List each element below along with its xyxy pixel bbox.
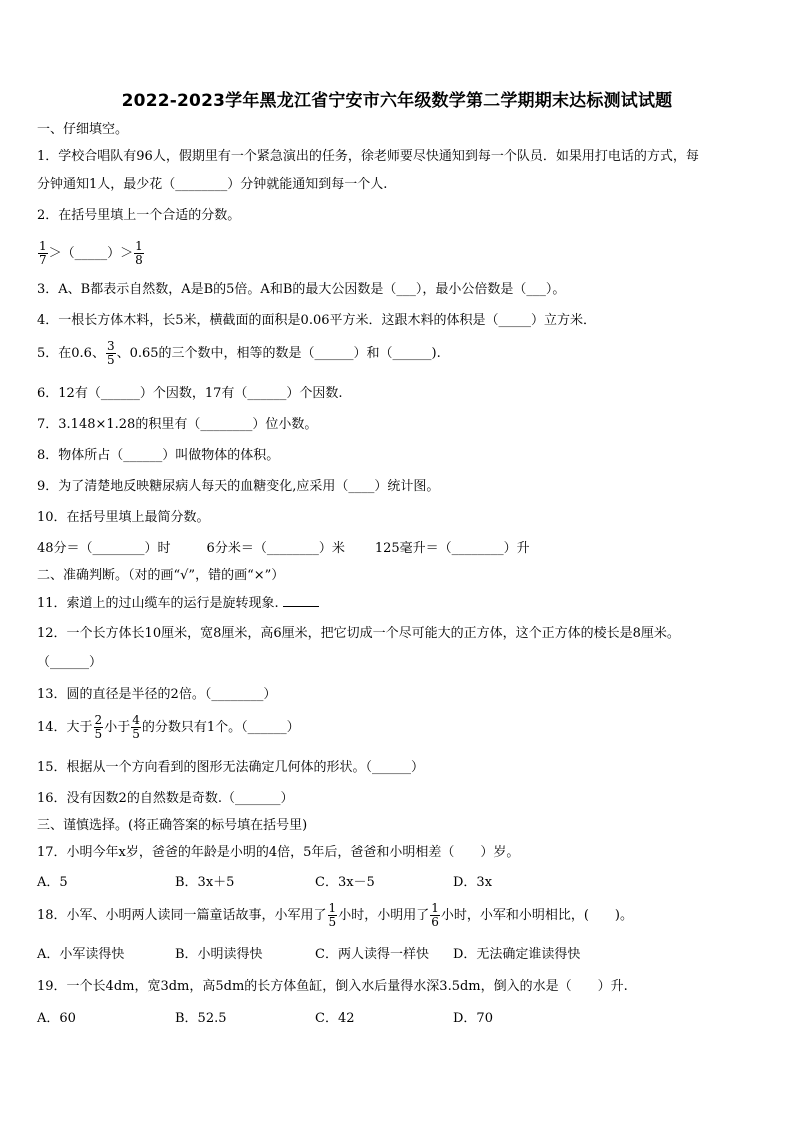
question-1-line-2: 分钟通知1人，最少花（________）分钟就能通知到每一个人. — [37, 177, 388, 192]
question-18-options — [37, 946, 580, 964]
question-8: 8．物体所占（______）叫做物体的体积。 — [37, 448, 280, 463]
section-2-heading: 二、准确判断。（对的画“√”，错的画“×”） — [37, 568, 285, 583]
question-2-answer-line — [37, 240, 145, 267]
fraction-one-fifth: $\frac{1}{5}$ — [328, 901, 337, 929]
question-19-option-b[interactable]: B．52.5 — [175, 1011, 227, 1026]
question-19-options — [37, 1010, 493, 1028]
section-1-heading: 一、仔细填空。 — [37, 122, 129, 137]
question-18-option-b[interactable]: B．小明读得快 — [175, 947, 263, 962]
question-17-options — [37, 874, 492, 892]
question-12-line-1: 12．一个长方体长10厘米，宽8厘米，高6厘米，把它切成一个尽可能大的正方体，这个正方体的棱长是8厘米。 — [37, 626, 680, 641]
question-19: 19．一个长4dm，宽3dm，高5dm的长方体鱼缸，倒入水后量得水深3.5dm，倒入的水是（ ）升. — [37, 979, 628, 994]
fraction-one-seventh: $\frac{1}{7}$ — [39, 239, 47, 267]
question-18-option-d[interactable]: D．无法确定谁读得快 — [453, 947, 581, 962]
question-2-blank: ＞（_____）＞ — [48, 246, 134, 261]
question-1-line-1: 1．学校合唱队有96人，假期里有一个紧急演出的任务，徐老师要尽快通知到每一个队员．如果用打电话的方式，每 — [37, 149, 699, 164]
question-10-item-b: 6分米＝（________）米 — [206, 541, 345, 556]
question-4: 4．一根长方体木料，长5米，横截面的面积是0.06平方米．这跟木料的体积是（_____）立方米． — [37, 313, 596, 328]
question-10: 10．在括号里填上最简分数。 — [37, 510, 210, 525]
question-3: 3．A、B都表示自然数，A是B的5倍。A和B的最大公因数是（___），最小公倍数是（___）。 — [37, 282, 566, 297]
question-17-option-a[interactable]: A．5 — [37, 875, 68, 890]
fraction-four-fifths: $\frac{4}{5}$ — [132, 713, 140, 741]
question-6: 6．12有（______）个因数，17有（______）个因数. — [37, 386, 343, 401]
question-9: 9．为了清楚地反映糖尿病人每天的血糖变化,应采用（____）统计图。 — [37, 479, 440, 494]
question-18-option-a[interactable]: A．小军读得快 — [37, 947, 125, 962]
question-18: 18．小军、小明两人读同一篇童话故事，小军用了 $\frac{1}{5}$ 小时，小明用了 $\frac{1}{6}$ 小时，小军和小明相比，( )。 — [37, 901, 633, 929]
question-10-item-a: 48分＝（________）时 — [37, 541, 171, 556]
section-3-heading: 三、谨慎选择。(将正确答案的标号填在括号里) — [37, 818, 308, 833]
question-11-blank — [283, 594, 319, 607]
question-10-items — [37, 540, 530, 558]
fraction-two-fifths: $\frac{2}{5}$ — [94, 713, 103, 741]
page-title: 2022-2023学年黑龙江省宁安市六年级数学第二学期期末达标测试试题 — [121, 91, 673, 111]
question-17-option-d[interactable]: D．3x — [453, 875, 493, 890]
question-17: 17．小明今年x岁，爸爸的年龄是小明的4倍，5年后，爸爸和小明相差（ ）岁。 — [37, 845, 520, 860]
question-5: 5．在0.6、 $\frac{3}{5}$ 、0.65的三个数中，相等的数是（______）和（______). — [37, 339, 441, 367]
question-14: 14．大于 $\frac{2}{5}$ 小于 $\frac{4}{5}$ 的分数只有1个。（______） — [37, 713, 300, 741]
question-19-option-d[interactable]: D．70 — [453, 1011, 493, 1026]
question-19-option-c[interactable]: C．42 — [315, 1011, 355, 1026]
question-11: 11．索道上的过山缆车的运行是旋转现象. — [37, 594, 319, 613]
question-17-option-c[interactable]: C．3x－5 — [315, 875, 375, 890]
fraction-three-fifths: $\frac{3}{5}$ — [106, 339, 115, 367]
question-15: 15．根据从一个方向看到的图形无法确定几何体的形状。（______） — [37, 760, 425, 775]
fraction-one-eighth: $\frac{1}{8}$ — [135, 239, 143, 267]
question-18-option-c[interactable]: C．两人读得一样快 — [315, 947, 429, 962]
question-10-item-c: 125毫升＝（________）升 — [374, 541, 530, 556]
question-19-option-a[interactable]: A．60 — [37, 1011, 76, 1026]
question-2: 2．在括号里填上一个合适的分数。 — [37, 208, 241, 223]
question-13: 13．圆的直径是半径的2倍。（________） — [37, 687, 277, 702]
question-16: 16．没有因数2的自然数是奇数.（_______） — [37, 791, 294, 806]
question-12-line-2: （______） — [37, 655, 103, 670]
question-17-option-b[interactable]: B．3x＋5 — [175, 875, 235, 890]
fraction-one-sixth: $\frac{1}{6}$ — [431, 901, 439, 929]
question-7: 7．3.148×1.28的积里有（________）位小数。 — [37, 417, 318, 432]
